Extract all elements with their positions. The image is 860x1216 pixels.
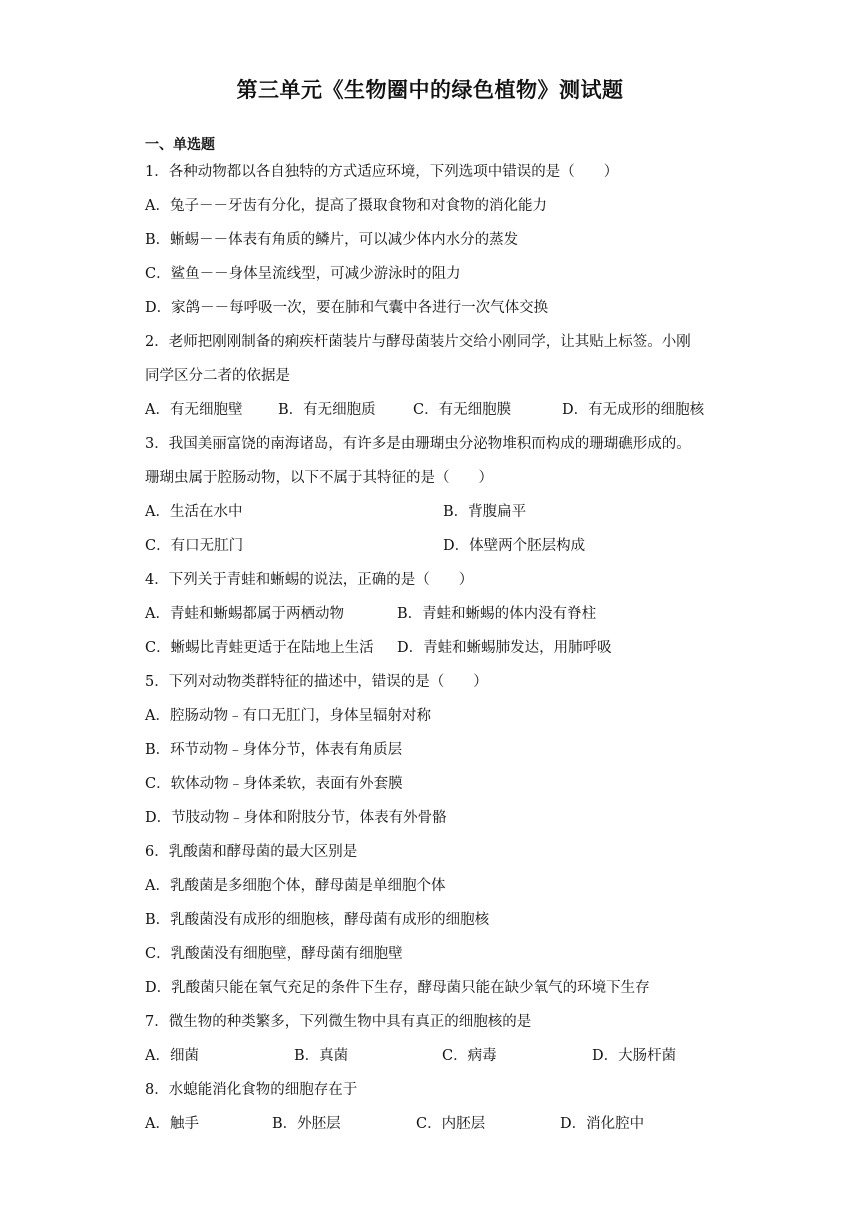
question-stem-continued: 珊瑚虫属于腔肠动物，以下不属于其特征的是（ ）: [145, 470, 493, 486]
option-d: D．体壁两个胚层构成: [443, 538, 586, 554]
option-b: B．蜥蜴－－体表有角质的鳞片，可以减少体内水分的蒸发: [145, 232, 519, 248]
option-a: A．乳酸菌是多细胞个体，酵母菌是单细胞个体: [145, 878, 446, 894]
question-1: [145, 158, 725, 328]
question-7: [145, 1008, 725, 1076]
option-row: [145, 532, 725, 566]
question-stem: 2．老师把刚刚制备的痢疾杆菌装片与酵母菌装片交给小刚同学，让其贴上标签。小刚: [145, 334, 691, 350]
page-title: 第三单元《生物圈中的绿色植物》测试题: [236, 78, 624, 102]
option-row: [145, 1042, 725, 1076]
option-a: A．生活在水中: [145, 504, 243, 520]
option-d: D．消化腔中: [560, 1116, 645, 1132]
option-b: B．青蛙和蜥蜴的体内没有脊柱: [397, 606, 597, 622]
option-c: C．有无细胞膜: [413, 402, 512, 418]
option-d: D．有无成形的细胞核: [562, 402, 705, 418]
question-2: [145, 328, 725, 430]
option-c: C．内胚层: [416, 1116, 486, 1132]
option-d: D．青蛙和蜥蜴肺发达，用肺呼吸: [397, 640, 612, 656]
option-d: D．家鸽－－每呼吸一次，要在肺和气囊中各进行一次气体交换: [145, 300, 549, 316]
question-stem: 1．各种动物都以各自独特的方式适应环境，下列选项中错误的是（ ）: [145, 164, 619, 180]
option-row: [145, 1110, 725, 1144]
question-6: [145, 838, 725, 1008]
question-stem: 3．我国美丽富饶的南海诸岛，有许多是由珊瑚虫分泌物堆积而构成的珊瑚礁形成的。: [145, 436, 691, 452]
option-a: A．触手: [145, 1116, 199, 1132]
question-stem: 5．下列对动物类群特征的描述中，错误的是（ ）: [145, 674, 488, 690]
option-c: C．有口无肛门: [145, 538, 244, 554]
option-d: D．乳酸菌只能在氧气充足的条件下生存，酵母菌只能在缺少氧气的环境下生存: [145, 980, 650, 996]
section-heading: 一、单选题: [145, 137, 215, 153]
question-stem: 7．微生物的种类繁多，下列微生物中具有真正的细胞核的是: [145, 1014, 532, 1030]
option-d: D．节肢动物﹣身体和附肢分节，体表有外骨骼: [145, 810, 447, 826]
option-b: B．有无细胞质: [278, 402, 376, 418]
question-list: [145, 158, 725, 1144]
question-5: [145, 668, 725, 838]
option-b: B．环节动物﹣身体分节，体表有角质层: [145, 742, 403, 758]
option-c: C．乳酸菌没有细胞壁，酵母菌有细胞壁: [145, 946, 403, 962]
question-stem: 6．乳酸菌和酵母菌的最大区别是: [145, 844, 358, 860]
option-c: C．蜥蜴比青蛙更适于在陆地上生活: [145, 640, 374, 656]
option-c: C．鲨鱼－－身体呈流线型，可减少游泳时的阻力: [145, 266, 461, 282]
option-d: D．大肠杆菌: [592, 1048, 677, 1064]
option-b: B．背腹扁平: [443, 504, 527, 520]
question-4: [145, 566, 725, 668]
option-a: A．有无细胞壁: [145, 402, 243, 418]
option-row: [145, 396, 725, 430]
option-a: A．腔肠动物﹣有口无肛门，身体呈辐射对称: [145, 708, 431, 724]
option-c: C．病毒: [442, 1048, 497, 1064]
question-3: [145, 430, 725, 566]
option-c: C．软体动物﹣身体柔软，表面有外套膜: [145, 776, 403, 792]
option-b: B．真菌: [294, 1048, 349, 1064]
option-row: [145, 600, 725, 634]
question-stem: 8．水螅能消化食物的细胞存在于: [145, 1082, 358, 1098]
option-b: B．外胚层: [272, 1116, 341, 1132]
option-b: B．乳酸菌没有成形的细胞核，酵母菌有成形的细胞核: [145, 912, 490, 928]
option-row: [145, 498, 725, 532]
option-a: A．青蛙和蜥蜴都属于两栖动物: [145, 606, 344, 622]
option-row: [145, 634, 725, 668]
option-a: A．细菌: [145, 1048, 199, 1064]
question-stem-continued: 同学区分二者的依据是: [145, 368, 290, 384]
option-a: A．兔子－－牙齿有分化，提高了摄取食物和对食物的消化能力: [145, 198, 547, 214]
question-8: [145, 1076, 725, 1144]
question-stem: 4．下列关于青蛙和蜥蜴的说法，正确的是（ ）: [145, 572, 474, 588]
